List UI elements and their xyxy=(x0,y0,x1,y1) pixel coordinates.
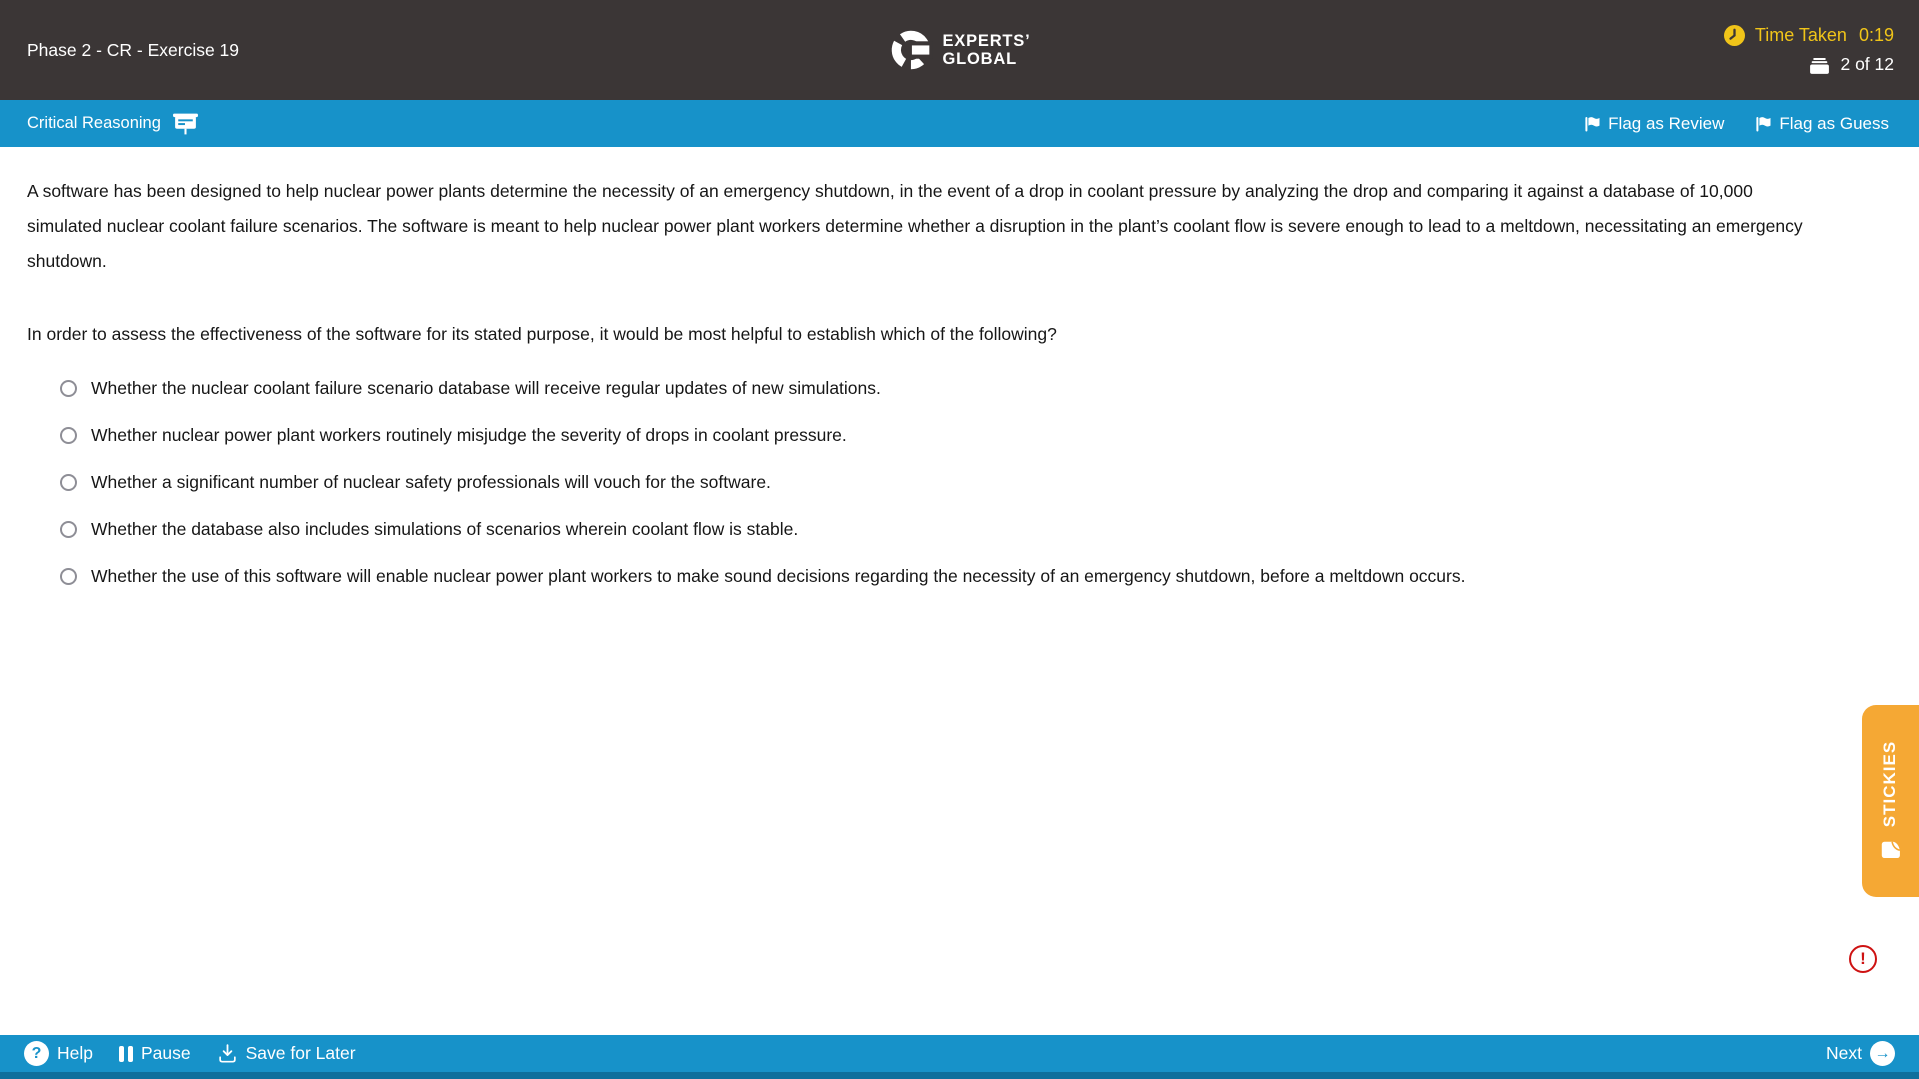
section-title xyxy=(27,112,199,135)
flag-icon xyxy=(1754,115,1772,133)
flag-actions xyxy=(1583,114,1889,134)
next-label: Next xyxy=(1826,1043,1862,1063)
radio-button[interactable] xyxy=(60,380,77,397)
pause-button[interactable] xyxy=(119,1043,191,1064)
time-taken-value: 0:19 xyxy=(1858,25,1894,45)
option-label[interactable]: Whether the use of this software will enable nuclear power plant workers to make sound decisions regarding the necessity of an emergency shutdown, before a meltdown occurs. xyxy=(91,566,1466,586)
header-bar xyxy=(0,0,1919,100)
sticky-note-icon xyxy=(1880,839,1902,861)
flag-as-review-label: Flag as Review xyxy=(1608,113,1725,133)
question-stack-icon xyxy=(1808,55,1831,74)
save-for-later-button[interactable] xyxy=(217,1043,356,1064)
footer-toolbar xyxy=(0,1035,1919,1072)
answer-option-2[interactable] xyxy=(27,412,1849,459)
question-progress xyxy=(1808,54,1894,75)
header-status xyxy=(1724,25,1894,75)
time-taken-label: Time Taken xyxy=(1754,25,1847,45)
clock-icon xyxy=(1724,25,1745,46)
brand-wordmark xyxy=(942,32,1030,68)
answer-option-1[interactable] xyxy=(27,365,1849,412)
answer-option-4[interactable] xyxy=(27,506,1849,553)
pause-icon xyxy=(119,1046,133,1062)
radio-button[interactable] xyxy=(60,568,77,585)
page-title: Phase 2 - CR - Exercise 19 xyxy=(27,39,240,60)
option-label[interactable]: Whether nuclear power plant workers routinely misjudge the severity of drops in coolant pressure. xyxy=(91,425,847,445)
radio-button[interactable] xyxy=(60,521,77,538)
save-for-later-label: Save for Later xyxy=(245,1043,356,1063)
next-glyph: → xyxy=(1874,1044,1891,1062)
footer-accent-strip xyxy=(0,1072,1919,1079)
pause-label: Pause xyxy=(141,1043,191,1063)
option-label[interactable]: Whether the nuclear coolant failure scenario database will receive regular updates of new simulations. xyxy=(91,378,881,398)
flag-as-review-button[interactable] xyxy=(1583,114,1724,134)
flag-as-guess-button[interactable] xyxy=(1754,114,1889,134)
section-title-label: Critical Reasoning xyxy=(27,114,161,132)
answer-options xyxy=(27,365,1849,600)
brand-logo xyxy=(888,28,1030,72)
next-button[interactable] xyxy=(1826,1041,1895,1066)
help-icon xyxy=(24,1041,49,1066)
radio-button[interactable] xyxy=(60,427,77,444)
brand-g-mark-icon xyxy=(888,28,932,72)
brand-line-2: GLOBAL xyxy=(942,50,1017,68)
stickies-label: STICKIES xyxy=(1880,740,1900,828)
answer-option-5[interactable] xyxy=(27,553,1849,600)
help-glyph: ? xyxy=(31,1044,42,1062)
radio-button[interactable] xyxy=(60,474,77,491)
help-label: Help xyxy=(57,1043,93,1063)
brand-line-1: EXPERTS’ xyxy=(942,32,1031,50)
option-label[interactable]: Whether a significant number of nuclear safety professionals will vouch for the software. xyxy=(91,472,771,492)
help-button[interactable] xyxy=(24,1041,93,1066)
flag-as-guess-label: Flag as Guess xyxy=(1779,113,1889,133)
alert-glyph: ! xyxy=(1860,949,1866,968)
footer-bar xyxy=(0,1035,1919,1079)
stickies-tab[interactable] xyxy=(1862,705,1919,897)
section-bar xyxy=(0,100,1919,147)
question-area xyxy=(0,147,1919,600)
time-taken xyxy=(1724,25,1894,46)
presentation-board-icon[interactable] xyxy=(172,112,199,135)
alert-icon[interactable] xyxy=(1849,945,1877,973)
answer-option-3[interactable] xyxy=(27,459,1849,506)
flag-icon xyxy=(1583,115,1601,133)
option-label[interactable]: Whether the database also includes simulations of scenarios wherein coolant flow is stable. xyxy=(91,519,799,539)
save-download-icon xyxy=(217,1043,238,1064)
stickies-tab-content xyxy=(1880,741,1902,861)
progress-count: 2 of 12 xyxy=(1840,54,1894,74)
question-passage: A software has been designed to help nuclear power plants determine the necessity of an emergency shutdown, in the event of a drop in coolant pressure by analyzing the drop and comparing it against a database of 10,000 simulated nuclear coolant failure scenarios. The software is meant to help nuclear power plant workers determine whether a disruption in the plant’s coolant flow is severe enough to lead to a meltdown, necessitating an emergency shutdown. xyxy=(27,181,1803,271)
next-arrow-icon xyxy=(1870,1041,1895,1066)
question-stem: In order to assess the effectiveness of the software for its stated purpose, it would be most helpful to establish which of the following? xyxy=(27,324,1057,344)
